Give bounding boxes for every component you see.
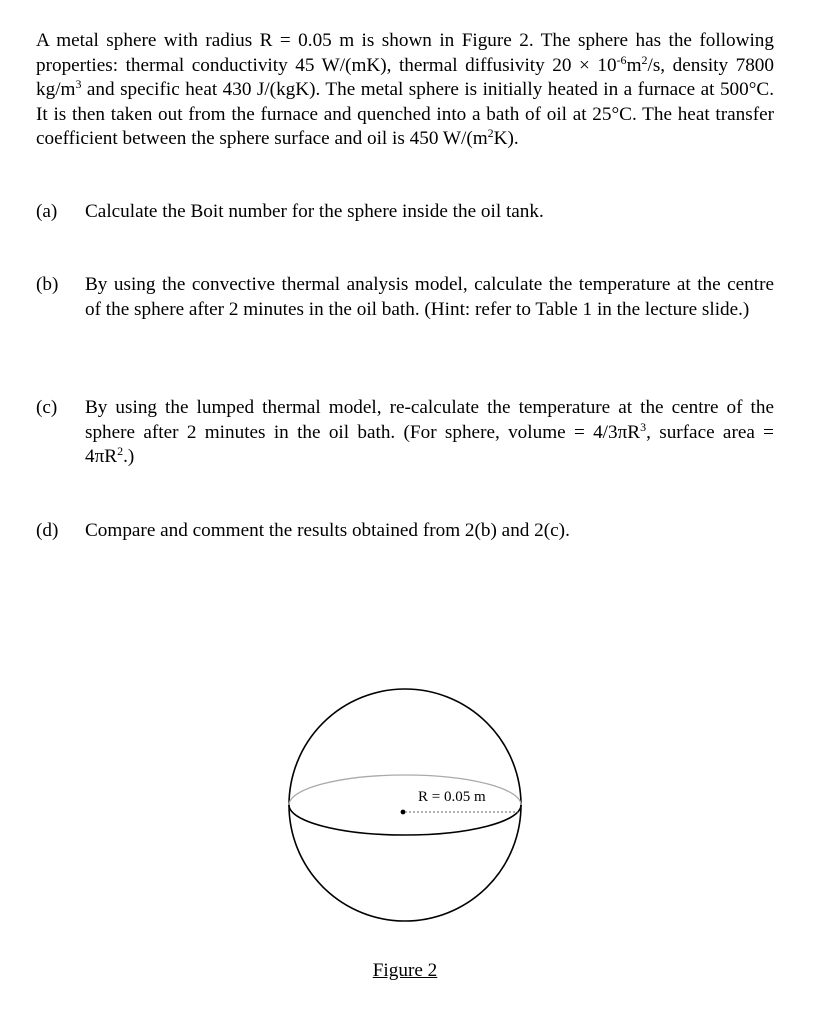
intro-text-3: /s, density 7800 kg/m	[36, 54, 774, 101]
question-c-text	[85, 396, 774, 470]
sphere-outline	[289, 689, 521, 921]
question-c-exponent-2: 2	[117, 444, 124, 459]
question-d-label: (d)	[36, 520, 59, 541]
equator-front-arc	[289, 805, 521, 835]
intro-exponent-2: 2	[641, 52, 648, 67]
intro-text-5: K).	[493, 128, 519, 150]
question-c-text-2: , surface area = 4πR	[85, 421, 774, 468]
radius-label: R = 0.05 m	[418, 789, 486, 805]
question-a	[36, 200, 774, 225]
question-b-label: (b)	[36, 274, 59, 295]
equator-back-arc	[289, 775, 521, 805]
question-b-text: By using the convective thermal analysis model, calculate the temperature at the centre of the sphere after 2 minutes in the oil bath. (Hint: refer to Table 1 in the lecture slide.)	[85, 274, 774, 320]
question-c-text-1: By using the lumped thermal model, re-calculate the temperature at the centre of the sphere after 2 minutes in the oil bath. (For sphere, volume = 4/3πR	[85, 397, 774, 443]
question-d-text: Compare and comment the results obtained from 2(b) and 2(c).	[85, 520, 570, 541]
question-c-exponent-1: 3	[640, 419, 647, 434]
intro-exponent-3: 3	[75, 77, 82, 92]
question-c	[36, 396, 774, 470]
question-c-text-3: .)	[123, 446, 135, 468]
question-b	[36, 273, 774, 322]
intro-text-1: A metal sphere with radius R = 0.05 m is shown in Figure 2. The sphere has the following properties: thermal conductivity 45 W/(mK), thermal diffusivity 20 × 10	[36, 30, 774, 76]
problem-statement	[36, 29, 774, 152]
intro-text-2: m	[626, 54, 642, 76]
sphere-figure	[280, 680, 530, 930]
question-a-label: (a)	[36, 201, 58, 222]
question-a-text: Calculate the Boit number for the sphere inside the oil tank.	[85, 201, 544, 222]
question-c-label: (c)	[36, 397, 58, 418]
intro-text-4: and specific heat 430 J/(kgK). The metal sphere is initially heated in a furnace at 500°C. It is then taken out from the furnace and quenched into a bath of oil at 25°C. The heat transfer coefficient between the sphere surface and oil is 450 W/(m	[36, 79, 774, 150]
intro-exponent-1: -6	[616, 52, 627, 67]
intro-exponent-4: 2	[487, 126, 494, 141]
figure-caption: Figure 2	[372, 960, 438, 981]
question-d	[36, 519, 774, 544]
center-point	[401, 810, 406, 815]
